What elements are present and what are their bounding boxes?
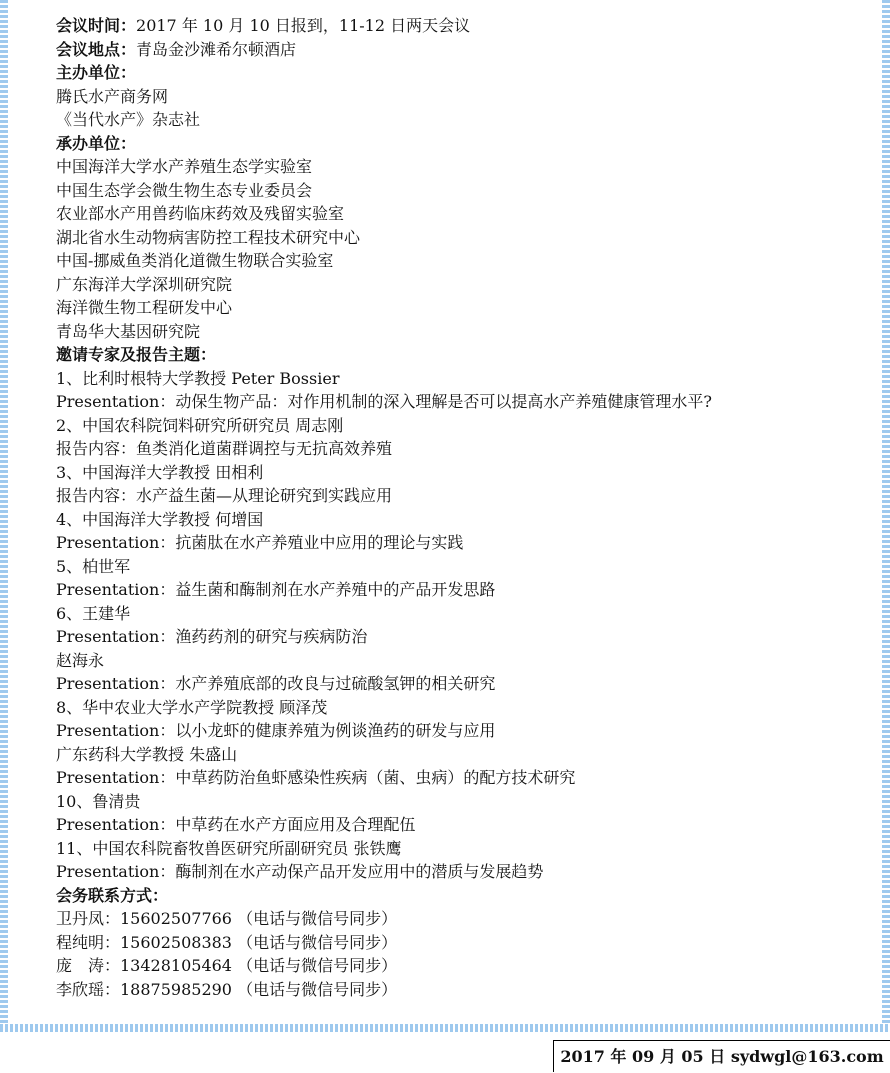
text-line-23: Presentation：抗菌肽在水产养殖业中应用的理论与实践	[56, 533, 464, 552]
text-line-42: 李欣瑶：18875985290 （电话与微信号同步）	[56, 979, 398, 999]
field-value: 2017 年 10 月 10 日报到，11-12 日两天会议	[136, 16, 471, 35]
right-border	[882, 0, 890, 1030]
text-line-25: Presentation：益生菌和酶制剂在水产养殖中的产品开发思路	[56, 580, 496, 599]
text-line-35: Presentation：中草药在水产方面应用及合理配伍	[56, 815, 416, 834]
field-label: 会议时间：	[56, 16, 137, 35]
text-line-19: 报告内容：鱼类消化道菌群调控与无抗高效养殖	[56, 439, 393, 458]
bottom-border	[0, 1024, 890, 1032]
left-border	[0, 0, 8, 1030]
field-label: 会议地点：	[56, 39, 137, 59]
text-line-36: 11、中国农科院畜牧兽医研究所副研究员 张铁鹰	[56, 838, 402, 858]
co-organizer-6: 广东海洋大学深圳研究院	[56, 274, 233, 294]
text-line-30: 8、华中农业大学水产学院教授 顾泽茂	[56, 697, 328, 717]
text-line-39: 卫丹凤：15602507766 （电话与微信号同步）	[56, 909, 398, 928]
text-line-40: 程纯明：15602508383 （电话与微信号同步）	[56, 932, 398, 952]
document-body	[56, 14, 856, 1001]
co-organizer-7: 海洋微生物工程研发中心	[56, 298, 233, 317]
text-line-16: 1、比利时根特大学教授 Peter Bossier	[56, 368, 340, 388]
text-line-29: Presentation：水产养殖底部的改良与过硫酸氢钾的相关研究	[56, 674, 496, 693]
text-line-32: 广东药科大学教授 朱盛山	[56, 744, 238, 764]
text-line-34: 10、鲁清贵	[56, 791, 141, 811]
meeting-place	[56, 38, 856, 62]
text-line-26: 6、王建华	[56, 603, 131, 623]
speakers-heading: 邀请专家及报告主题：	[56, 345, 217, 364]
text-line-24: 5、柏世军	[56, 556, 131, 576]
organizer-2: 《当代水产》杂志社	[56, 110, 201, 129]
text-line-33: Presentation：中草药防治鱼虾感染性疾病（菌、虫病）的配方技术研究	[56, 768, 576, 787]
text-line-20: 3、中国海洋大学教授 田相利	[56, 462, 264, 482]
footer-date-email: 2017 年 09 月 05 日 sydwgl@163.com	[553, 1040, 890, 1072]
text-line-27: Presentation：渔药药剂的研究与疾病防治	[56, 627, 368, 646]
text-line-28: 赵海永	[56, 650, 105, 670]
text-line-22: 4、中国海洋大学教授 何增国	[56, 509, 264, 529]
co-organizer-2: 中国生态学会微生物生态专业委员会	[56, 180, 313, 200]
text-line-38: 会务联系方式：	[56, 885, 169, 905]
text-line-18: 2、中国农科院饲料研究所研究员 周志刚	[56, 415, 344, 435]
organizer-1: 腾氏水产商务网	[56, 86, 169, 106]
co-organizer-heading: 承办单位：	[56, 133, 137, 153]
text-line-37: Presentation：酶制剂在水产动保产品开发应用中的潜质与发展趋势	[56, 862, 544, 881]
co-organizer-5: 中国-挪威鱼类消化道微生物联合实验室	[56, 251, 334, 270]
co-organizer-3: 农业部水产用兽药临床药效及残留实验室	[56, 204, 345, 223]
co-organizer-1: 中国海洋大学水产养殖生态学实验室	[56, 157, 313, 176]
co-organizer-8: 青岛华大基因研究院	[56, 321, 201, 341]
organizer-heading: 主办单位：	[56, 63, 137, 82]
field-value: 青岛金沙滩希尔顿酒店	[136, 39, 297, 59]
text-line-21: 报告内容：水产益生菌—从理论研究到实践应用	[56, 486, 393, 505]
text-line-41: 庞 涛：13428105464 （电话与微信号同步）	[56, 956, 398, 975]
meeting-time	[56, 14, 856, 38]
text-line-17: Presentation：动保生物产品：对作用机制的深入理解是否可以提高水产养殖健康管理水平?	[56, 392, 712, 411]
co-organizer-4: 湖北省水生动物病害防控工程技术研究中心	[56, 227, 361, 247]
text-line-31: Presentation：以小龙虾的健康养殖为例谈渔药的研发与应用	[56, 721, 496, 740]
